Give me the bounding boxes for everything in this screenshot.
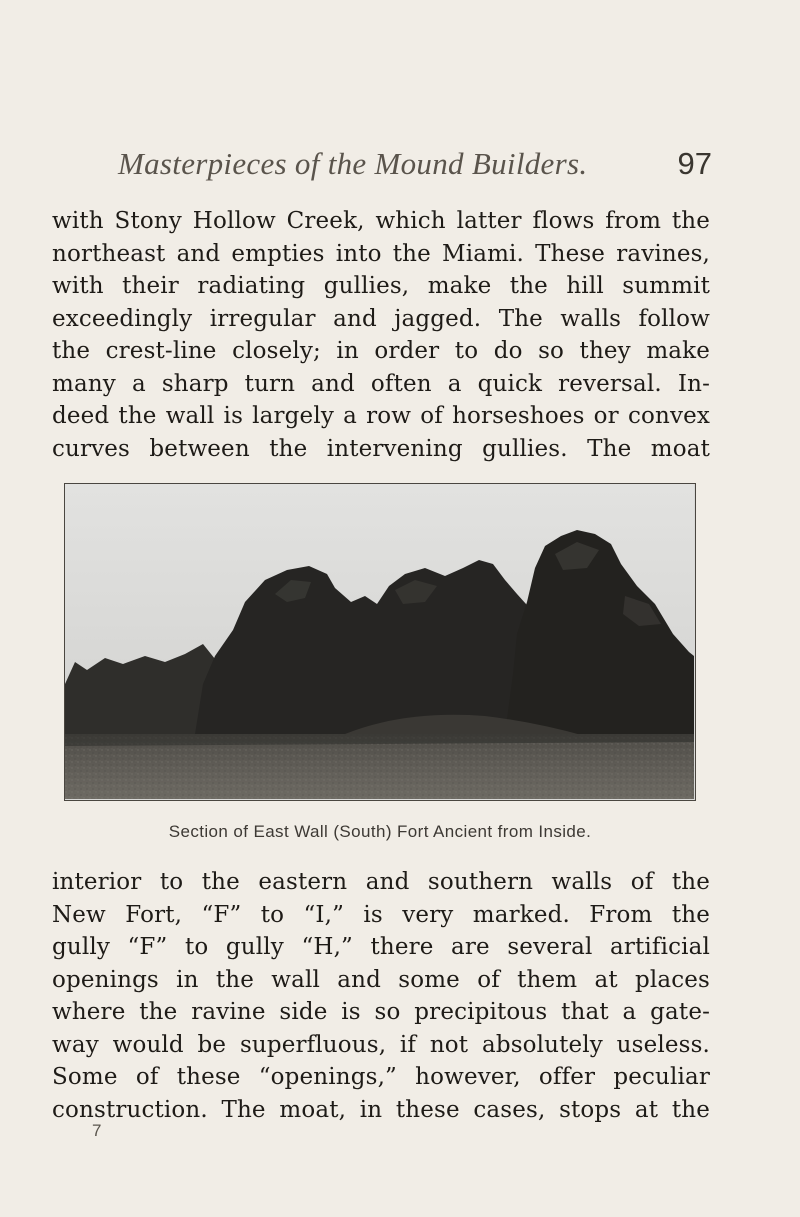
- text-line: the crest-line closely; in order to do so they make: [52, 338, 710, 364]
- text-line: northeast and empties into the Miami. These ravines,: [52, 240, 710, 267]
- text-line: many a sharp turn and often a quick reversal. In-: [52, 370, 710, 397]
- text-line: openings in the wall and some of them at places: [52, 966, 710, 993]
- text-line: construction. The moat, in these cases, stops at the: [52, 1096, 710, 1123]
- text-line: way would be superfluous, if not absolutely useless.: [52, 1031, 710, 1058]
- text-line: Some of these “openings,” however, offer peculiar: [52, 1064, 710, 1090]
- text-line: where the ravine side is so precipitous that a gate-: [52, 999, 710, 1025]
- body-text-bottom: [52, 866, 710, 1126]
- photograph: [64, 483, 696, 801]
- landscape-photo-icon: [65, 484, 694, 799]
- text-line: with their radiating gullies, make the hill summit: [52, 273, 710, 299]
- text-line: deed the wall is largely a row of horseshoes or convex: [52, 403, 710, 429]
- text-line: exceedingly irregular and jagged. The walls follow: [52, 305, 710, 332]
- text-line: with Stony Hollow Creek, which latter flows from the: [52, 208, 710, 234]
- body-text-top: [52, 205, 710, 465]
- figure-caption: Section of East Wall (South) Fort Ancient from Inside.: [168, 822, 592, 841]
- running-header: [118, 146, 712, 186]
- text-line: gully “F” to gully “H,” there are several artificial: [52, 934, 710, 960]
- running-title: Masterpieces of the Mound Builders.: [118, 146, 588, 181]
- text-line: New Fort, “F” to “I,” is very marked. From the: [52, 901, 710, 928]
- text-line: curves between the intervening gullies. The moat: [52, 435, 710, 462]
- text-line: interior to the eastern and southern walls of the: [52, 869, 710, 895]
- signature-mark: 7: [92, 1121, 102, 1140]
- page-number: 97: [677, 146, 712, 181]
